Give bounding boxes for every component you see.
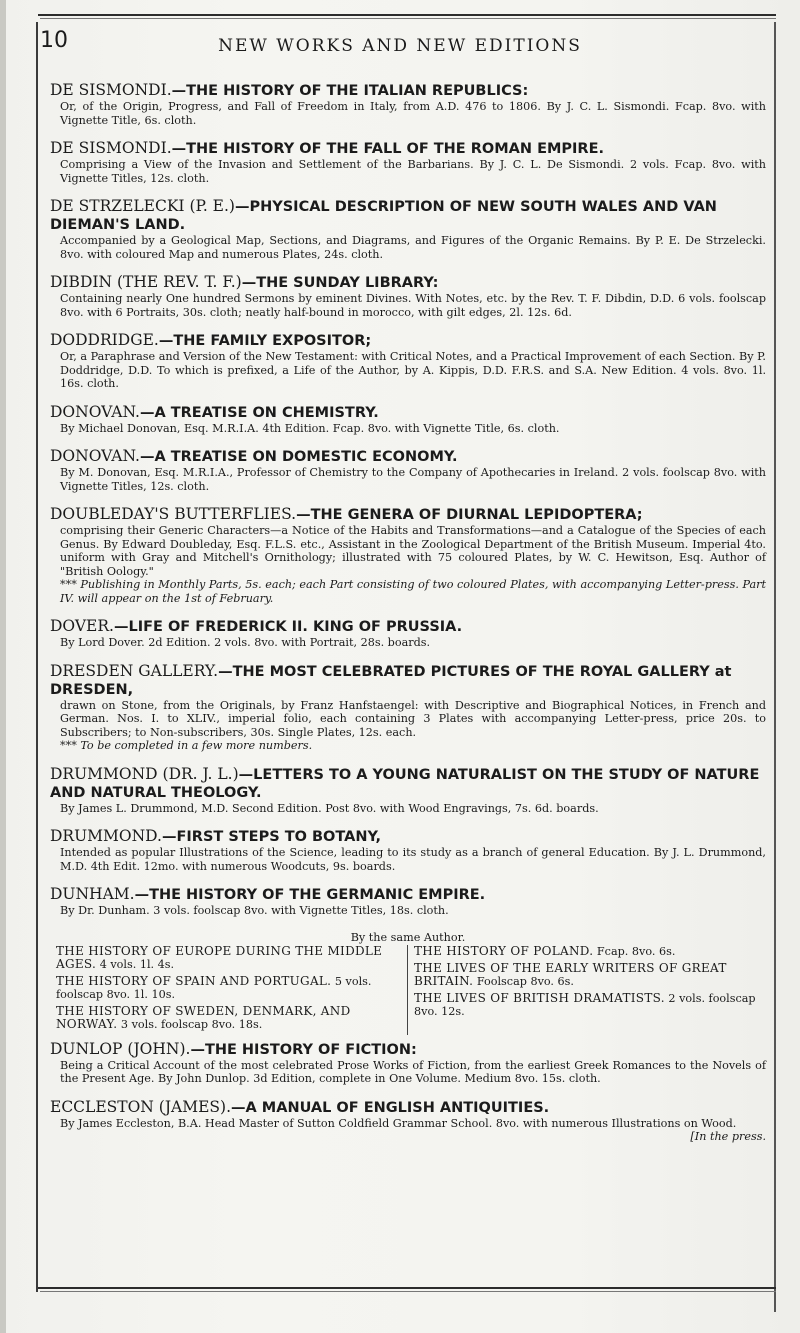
entry-author: DE SISMONDI. — [50, 139, 172, 157]
catalogue-entry — [50, 448, 766, 493]
page-edge-shadow — [0, 0, 6, 1333]
entry-subject: —THE FAMILY EXPOSITOR; — [158, 333, 372, 349]
work-detail: Foolscap 8vo. 6s. — [476, 974, 574, 988]
entry-subject: —PHYSICAL DESCRIPTION OF NEW SOUTH WALES AND VAN DIEMAN'S LAND. — [50, 199, 717, 233]
catalogue-entry — [50, 618, 766, 650]
entry-description-text: By Lord Dover. 2d Edition. 2 vols. 8vo. with Portrait, 28s. boards. — [60, 636, 431, 649]
work-detail: 4 vols. 1l. 4s. — [99, 957, 175, 971]
entry-description-text: Being a Critical Account of the most celebrated Prose Works of Fiction, from the earliest Greek Romances to the Novels of the Present Age. By John Dunlop. 3d Edition, complete in One Volume. Medium 8vo. 15s. cloth. — [60, 1058, 766, 1085]
entry-description — [60, 100, 766, 127]
entry-description-text: Accompanied by a Geological Map, Sections, and Diagrams, and Figures of the Organic Remains. By P. E. De Strzelecki. 8vo. with coloured Map and numerous Plates, 24s. cloth. — [60, 234, 766, 261]
entry-author: DIBDIN (THE REV. T. F.) — [50, 273, 242, 291]
same-author-columns — [50, 945, 766, 1035]
entry-note: *** To be completed in a few more numbers. — [60, 739, 313, 752]
entry-description — [60, 524, 766, 578]
entry-author: DONOVAN. — [50, 402, 140, 421]
work-title: THE HISTORY OF SPAIN AND PORTUGAL. — [56, 973, 332, 988]
entry-heading — [50, 618, 766, 636]
entry-description — [60, 904, 766, 918]
work-title: THE LIVES OF BRITISH DRAMATISTS. — [414, 990, 665, 1005]
entry-description-text: By Michael Donovan, Esq. M.R.I.A. 4th Edition. Fcap. 8vo. with Vignette Title, 6s. cloth. — [60, 421, 560, 435]
catalogue-entry — [50, 828, 766, 873]
entry-description — [60, 158, 766, 185]
entry-heading — [50, 332, 766, 350]
entry-heading — [50, 274, 766, 292]
entry-subject: —THE SUNDAY LIBRARY: — [241, 275, 439, 291]
entry-press-note: [In the press. — [690, 1130, 766, 1143]
entry-author: DOVER. — [50, 617, 114, 635]
entry-subject: —LIFE OF FREDERICK II. KING OF PRUSSIA. — [113, 619, 463, 635]
catalogue-entry — [50, 274, 766, 319]
entry-subject: —A TREATISE ON CHEMISTRY. — [139, 404, 379, 421]
entry-author: DODDRIDGE. — [50, 331, 159, 349]
entry-description-text: By Dr. Dunham. 3 vols. foolscap 8vo. with Vignette Titles, 18s. cloth. — [60, 904, 449, 917]
entry-list-continued — [50, 1039, 766, 1143]
entry-description-text: Or, a Paraphrase and Version of the New Testament: with Critical Notes, and a Practical Improvement of each Section. By P. Doddridge, D.D. To which is prefixed, a Life of the Author, by A. Kippis, D.D. F.R.S. and S.A. New Edition. 4 vols. 8vo. 1l. 16s. cloth. — [60, 350, 766, 390]
entry-heading — [50, 448, 766, 466]
entry-subject: —THE MOST CELEBRATED PICTURES OF THE ROYAL GALLERY at DRESDEN, — [50, 663, 732, 698]
catalogue-entry — [50, 140, 766, 185]
work-title: THE HISTORY OF POLAND. — [414, 943, 594, 958]
catalogue-entry — [50, 1097, 766, 1143]
entry-author: DE STRZELECKI (P. E.) — [50, 197, 235, 215]
work-detail: 2 vols. foolscap 8vo. 12s. — [414, 991, 756, 1018]
entry-description-text: drawn on Stone, from the Originals, by Franz Hanfstaengel: with Descriptive and Biographical Notices, in French and German. Nos. I. to XLIV., imperial folio, each containing 3 Plates with accompanying Letter-press, price 20s. to Subscribers; to Non-subscribers, 30s. Single Plates, 12s. each. — [60, 698, 766, 739]
entry-description — [60, 350, 766, 391]
entry-description-text: Containing nearly One hundred Sermons by eminent Divines. With Notes, etc. by the Rev. T. F. Dibdin, D.D. 6 vols. foolscap 8vo. with 6 Portraits, 30s. cloth; neatly half-bound in morocco, with gilt edges, 2l. 12s. 6d. — [60, 292, 766, 319]
catalogue-content — [50, 82, 766, 1144]
same-author-work — [56, 1005, 401, 1031]
same-author-work — [414, 992, 760, 1018]
entry-author: DE SISMONDI. — [50, 81, 172, 99]
work-title: THE HISTORY OF EUROPE DURING THE MIDDLE AGES. — [56, 943, 383, 971]
right-border-rule — [774, 22, 776, 1312]
top-rule — [38, 14, 776, 16]
catalogue-entry — [50, 198, 766, 261]
top-rule-thin — [40, 18, 776, 19]
entry-description — [60, 1059, 766, 1086]
work-title: THE LIVES OF THE EARLY WRITERS OF GREAT BRITAIN. — [414, 960, 727, 988]
entry-description-text: Comprising a View of the Invasion and Settlement of the Barbarians. By J. C. L. De Sismondi. 2 vols. Fcap. 8vo. with Vignette Titles, 12s. cloth. — [60, 158, 766, 185]
entry-heading — [50, 1041, 766, 1059]
entry-heading — [50, 506, 766, 524]
same-author-work — [56, 975, 401, 1001]
work-title: THE HISTORY OF SWEDEN, DENMARK, AND NORWAY. — [56, 1003, 351, 1031]
catalogue-entry — [50, 82, 766, 127]
catalogue-entry — [50, 506, 766, 605]
same-author-label: By the same Author. — [350, 930, 466, 944]
same-author-left-column — [50, 945, 408, 1035]
entry-description-text: By M. Donovan, Esq. M.R.I.A., Professor of Chemistry to the Company of Apothecaries in Ireland. 2 vols. foolscap 8vo. with Vignette Titles, 12s. cloth. — [60, 466, 766, 493]
entry-heading — [50, 663, 766, 699]
entry-author: DONOVAN. — [50, 447, 140, 465]
entry-subject: —THE HISTORY OF FICTION: — [190, 1041, 417, 1058]
same-author-right-column — [408, 945, 766, 1035]
entry-heading — [50, 140, 766, 158]
entry-subject: —THE GENERA OF DIURNAL LEPIDOPTERA; — [296, 507, 643, 523]
entry-subject: —FIRST STEPS TO BOTANY, — [161, 829, 382, 845]
entry-subject: —A MANUAL OF ENGLISH ANTIQUITIES. — [231, 1099, 550, 1116]
entry-description — [60, 636, 766, 650]
left-border-rule — [36, 22, 38, 1292]
entry-description — [60, 466, 766, 493]
entry-author: DRUMMOND. — [50, 827, 162, 845]
catalogue-entry — [50, 663, 766, 753]
running-head: NEW WORKS AND NEW EDITIONS — [218, 36, 582, 56]
catalogue-entry — [50, 1041, 766, 1086]
entry-subject: —THE HISTORY OF THE GERMANIC EMPIRE. — [134, 887, 486, 903]
entry-description-text: comprising their Generic Characters—a Notice of the Habits and Transformations—and a Catalogue of the Species of each Genus. By Edward Doubleday, Esq. F.L.S. etc., Assistant in the Zoological Department of the British Museum. Imperial 4to. uniform with Gray and Mitchell's Ornithology; illustrated with 75 coloured Plates, by W. C. Hewitson, Esq. Author of "British Oology." — [60, 524, 766, 578]
catalogue-entry — [50, 886, 766, 918]
same-author-work — [414, 945, 760, 958]
entry-description — [60, 802, 766, 816]
entry-description — [60, 846, 766, 873]
entry-author: DRESDEN GALLERY. — [50, 661, 219, 680]
entry-subject: —A TREATISE ON DOMESTIC ECONOMY. — [139, 449, 458, 465]
entry-author: ECCLESTON (JAMES). — [50, 1097, 232, 1116]
entry-author: DRUMMOND (DR. J. L.) — [50, 764, 239, 783]
entry-description — [60, 422, 766, 436]
entry-note: *** Publishing in Monthly Parts, 5s. each; each Part consisting of two coloured Plates, with accompanying Letter-press. Part IV. will appear on the 1st of February. — [60, 578, 766, 605]
entry-description-text: By James L. Drummond, M.D. Second Edition. Post 8vo. with Wood Engravings, 7s. 6d. boards. — [60, 801, 599, 815]
entry-list — [50, 82, 766, 918]
catalogue-entry — [50, 404, 766, 436]
entry-heading — [50, 886, 766, 904]
entry-heading — [50, 828, 766, 846]
catalogue-entry — [50, 332, 766, 391]
entry-heading — [50, 82, 766, 100]
catalogue-entry — [50, 766, 766, 816]
bottom-rule-thin — [40, 1291, 776, 1292]
entry-heading — [50, 766, 766, 802]
same-author-work — [414, 962, 760, 988]
entry-author: DUNLOP (JOHN). — [50, 1039, 191, 1058]
entry-description-text: Or, of the Origin, Progress, and Fall of Freedom in Italy, from A.D. 476 to 1806. By J. C. L. Sismondi. Fcap. 8vo. with Vignette Title, 6s. cloth. — [60, 100, 766, 127]
work-detail: 3 vols. foolscap 8vo. 18s. — [120, 1017, 263, 1031]
entry-subject: —THE HISTORY OF THE ITALIAN REPUBLICS: — [171, 83, 529, 99]
entry-description — [60, 292, 766, 319]
entry-subject: —THE HISTORY OF THE FALL OF THE ROMAN EMPIRE. — [171, 141, 605, 157]
entry-heading — [50, 404, 766, 422]
bottom-rule — [38, 1287, 776, 1289]
work-detail: Fcap. 8vo. 6s. — [596, 944, 676, 958]
entry-description-text: Intended as popular Illustrations of the Science, leading to its study as a branch of general Education. By J. L. Drummond, M.D. 4th Edit. 12mo. with numerous Woodcuts, 9s. boards. — [60, 846, 766, 873]
entry-author: DUNHAM. — [50, 885, 135, 903]
entry-description — [60, 234, 766, 261]
entry-description — [60, 1116, 766, 1143]
entry-description-text: By James Eccleston, B.A. Head Master of Sutton Coldfield Grammar School. 8vo. with numerous Illustrations on Wood. — [60, 1116, 737, 1130]
entry-description — [60, 699, 766, 740]
entry-heading — [50, 198, 766, 234]
entry-heading — [50, 1099, 766, 1117]
page-number: 10 — [40, 28, 68, 53]
entry-author: DOUBLEDAY'S BUTTERFLIES. — [50, 505, 297, 523]
same-author-work — [56, 945, 401, 971]
entry-subject: —LETTERS TO A YOUNG NATURALIST ON THE STUDY OF NATURE AND NATURAL THEOLOGY. — [50, 766, 760, 801]
work-detail: 5 vols. foolscap 8vo. 1l. 10s. — [56, 974, 372, 1001]
